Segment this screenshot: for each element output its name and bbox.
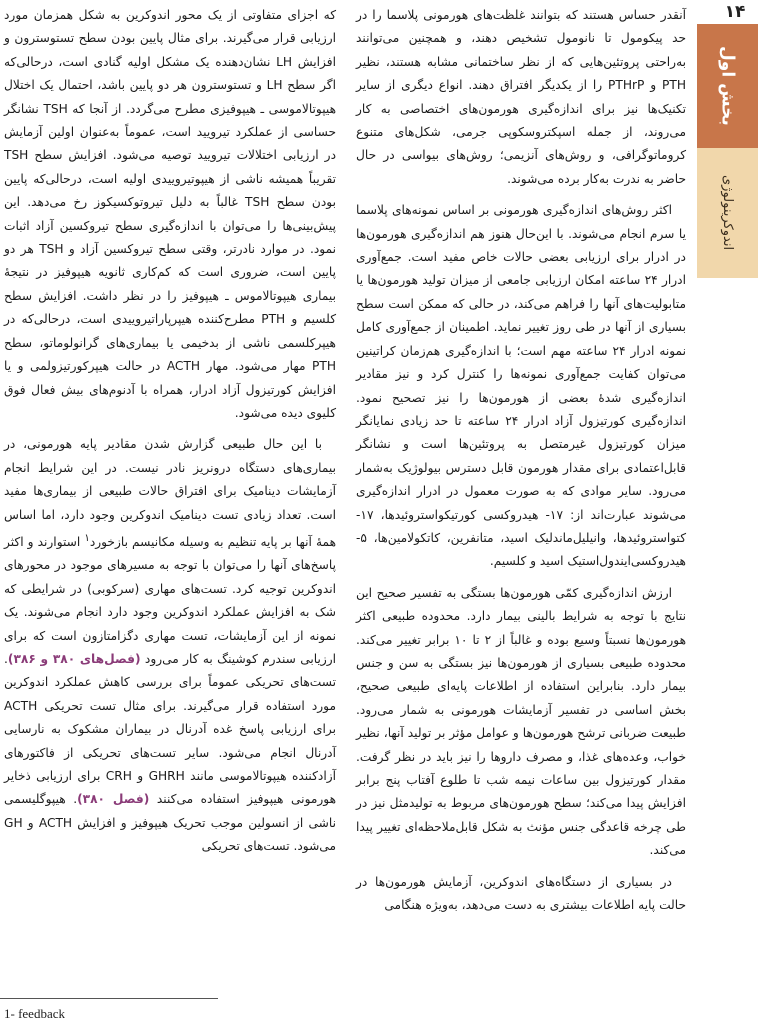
page-number: ۱۴ — [724, 2, 746, 22]
left-text-column — [4, 4, 336, 867]
section-tab-endocrinology — [697, 148, 758, 278]
paragraph-text: . تست‌های تحریکی عموماً برای بررسی کاهش عملکرد اندوکرین مورد استفاده قرار می‌گیرند. برای مثال تست تحریکی ACTH برای ارزیابی پاسخ غده آدرنال در بیماران مشکوک به نارسایی آدرنال انجام می‌شود. سایر تست‌های تحریکی از فاکتورهای آزادکننده هیپوتالاموسی مانند GHRH و CRH برای ارزیابی ذخایر هورمونی هیپوفیز استفاده می‌کنند — [4, 652, 337, 807]
paragraph — [4, 433, 336, 858]
section-tab-label: بخش اول — [717, 46, 738, 126]
paragraph-text: استوارند و اکثر پاسخ‌های آنها را می‌توان با توجه به مسیرهای موجود در محورهای اندوکرین توجیه کرد. تست‌های مهاری (سرکوبی) در شرایطی که شک به افزایش عملکرد اندوکرین وجود دارد انجام می‌شوند. یک نمونه از این آزمایشات، تست مهاری دگزامتازون است که برای ارزیابی سندرم کوشینگ به کار می‌رود — [4, 535, 337, 667]
paragraph: اکثر روش‌های اندازه‌گیری هورمونی بر اساس نمونه‌های پلاسما یا سرم انجام می‌شوند. با این‌حال هنوز هم اندازه‌گیری هورمون‌ها در ادرار برای ارزیابی بعضی حالات خاص مفید است. جمع‌آوری ادرار ۲۴ ساعته امکان ارزیابی جامعی از میزان تولید هورمون‌ها یا متابولیت‌های آنها را فراهم می‌کند، در حالی که ممکن است سطح بسیاری از آنها در طی روز تغییر نماید. اطمینان از جمع‌آوری کامل نمونه ادرار ۲۴ ساعته مهم است؛ با اندازه‌گیری هم‌زمان کراتینین می‌توان کفایت جمع‌آوری نمونه‌ها را کنترل کرد و نیز مقادیر اندازه‌گیری شدهٔ بعضی از هورمون‌ها را نیز تصحیح نمود. اندازه‌گیری کورتیزول آزاد ادرار ۲۴ ساعته تا حد زیادی نمایانگر میزان کورتیزول غیرمتصل به پروتئین‌ها است و نشانگر قابل‌اعتمادی برای مقدار هورمون قابل دسترس بیولوژیک به‌شمار می‌رود. سایر موادی که به صورت معمول در ادرار اندازه‌گیری می‌شوند عبارت‌اند از: ۱۷- هیدروکسی کورتیکواستروئیدها، ۱۷- کتواستروئیدها، وانیلیل‌ماندلیک اسید، متانفرین، کاتکولامین‌ها، ۵- هیدروکسی‌ایندول‌استیک اسید و کلسیم. — [356, 203, 686, 569]
subject-tab-label: اندوکرینولوژی — [720, 175, 735, 251]
footnote-divider — [0, 998, 218, 999]
section-tab-part-one — [697, 24, 758, 148]
paragraph-text: . هیپوگلیسمی ناشی از انسولین موجب تحریک هیپوفیز و افزایش ACTH و GH می‌شود. تست‌های تحریکی — [4, 792, 336, 854]
chapter-reference: (فصل‌های ۳۸۰ و ۳۸۶) — [7, 652, 141, 667]
paragraph: که اجزای متفاوتی از یک محور اندوکرین به شکل همزمان مورد ارزیابی قرار می‌گیرند. برای مثال پایین بودن سطح تستوسترون و افزایش LH نشان‌دهنده یک مشکل اولیه گنادی است، درحالی‌که اگر سطح LH و تستوسترون هر دو پایین باشد، احتمال یک اختلال هیپوتالاموسی ـ هیپوفیزی مطرح می‌گردد. از آنجا که TSH نشانگر حساسی از عملکرد تیرویید است، عموماً به‌عنوان اولین آزمایش در ارزیابی اختلالات تیرویید توصیه می‌شود. افزایش سطح TSH تقریباً همیشه ناشی از هیپوتیروییدی اولیه است، درحالی‌که پایین بودن سطح TSH غالباً به دلیل تیروتوکسیکوز رخ می‌دهد. این پیش‌بینی‌ها را می‌توان با اندازه‌گیری سطح تیروکسین آزاد اثبات نمود. در موارد نادرتر، وقتی سطح تیروکسین آزاد و TSH هر دو پایین است، ضروری است که کم‌کاری ثانویه هیپوفیز در نتیجهٔ بیماری هیپوتالاموس ـ هیپوفیز را در نظر داشت. افزایش سطح کلسیم و PTH مطرح‌کننده هیپرپاراتیروییدی است، درحالی‌که در هیپرکلسمی ناشی از بدخیمی یا بیماری‌های گرانولوماتو، سطح PTH مهار می‌شود. مهار ACTH در حالت هیپرکورتیزولمی و یا افزایش کورتیزول آزاد ادرار، همراه با آدنوم‌های بیش فعال فوق کلیوی دیده می‌شود. — [4, 8, 337, 420]
paragraph: آنقدر حساس هستند که بتوانند غلظت‌های هورمونی پلاسما را در حد پیکومول تا نانومول تشخیص دهند، و همچنین می‌توانند به‌راحتی پروتئین‌هایی که از نظر ساختمانی مشابه هستند، نظیر PTH و PTHrP را از یکدیگر افتراق دهند. انواع دیگری از سایر تکنیک‌ها نیز برای اندازه‌گیری هورمون‌های اختصاصی به کار می‌روند، از جمله اسپکتروسکوپی جرمی، شکل‌های متنوع کروماتوگرافی، و روش‌های آنزیمی؛ روش‌های بیواسی در حال حاضر به ندرت به‌کار برده می‌شوند. — [356, 8, 686, 186]
chapter-reference: (فصل ۳۸۰) — [77, 792, 150, 807]
right-text-column — [356, 4, 686, 925]
footnote: 1- feedback — [4, 1006, 65, 1021]
footnote-marker: ۱ — [84, 532, 90, 544]
paragraph: ارزش اندازه‌گیری کمّی هورمون‌ها بستگی به تفسیر صحیح این نتایج با توجه به شرایط بالینی بیمار دارد. محدوده طبیعی اکثر هورمون‌ها نسبتاً وسیع بوده و غالباً از ۲ تا ۱۰ برابر تغییر می‌کند. محدوده طبیعی بسیاری از هورمون‌ها نیز بستگی به سن و جنس بیمار دارد. بنابراین استفاده از اطلاعات پایه‌ای طبیعی صحیح، بخش اساسی در تفسیر آزمایشات هورمونی به شمار می‌رود. طبیعت ضربانی ترشح هورمون‌ها و عوامل مؤثر بر تولید آنها، نظیر خواب، وعده‌های غذا، و مصرف داروها را نیز باید در نظر گرفت. مقدار کورتیزول بین ساعات نیمه شب تا طلوع آفتاب پنج برابر افزایش پیدا می‌کند؛ سطح هورمون‌های مربوط به تولیدمثل نیز در طی چرخه قاعدگی جنس مؤنث به شکل قابل‌ملاحظه‌ای تغییر پیدا می‌کند. — [356, 585, 686, 858]
paragraph: در بسیاری از دستگاه‌های اندوکرین، آزمایش هورمون‌ها در حالت پایه اطلاعات بیشتری به دست می‌دهد، به‌ویژه هنگامی — [356, 874, 686, 913]
paragraph-text: با این حال طبیعی گزارش شدن مقادیر پایه هورمونی، در بیماری‌های دستگاه درونریز نادر نیست. در این شرایط انجام آزمایشات دینامیک برای افتراق حالات طبیعی از بیماری‌ها مفید است. تعداد زیادی تست دینامیک اندوکرین وجود دارد، اما اساس همهٔ آنها بر پایه تنظیم به وسیله مکانیسم بازخورد — [4, 437, 337, 549]
